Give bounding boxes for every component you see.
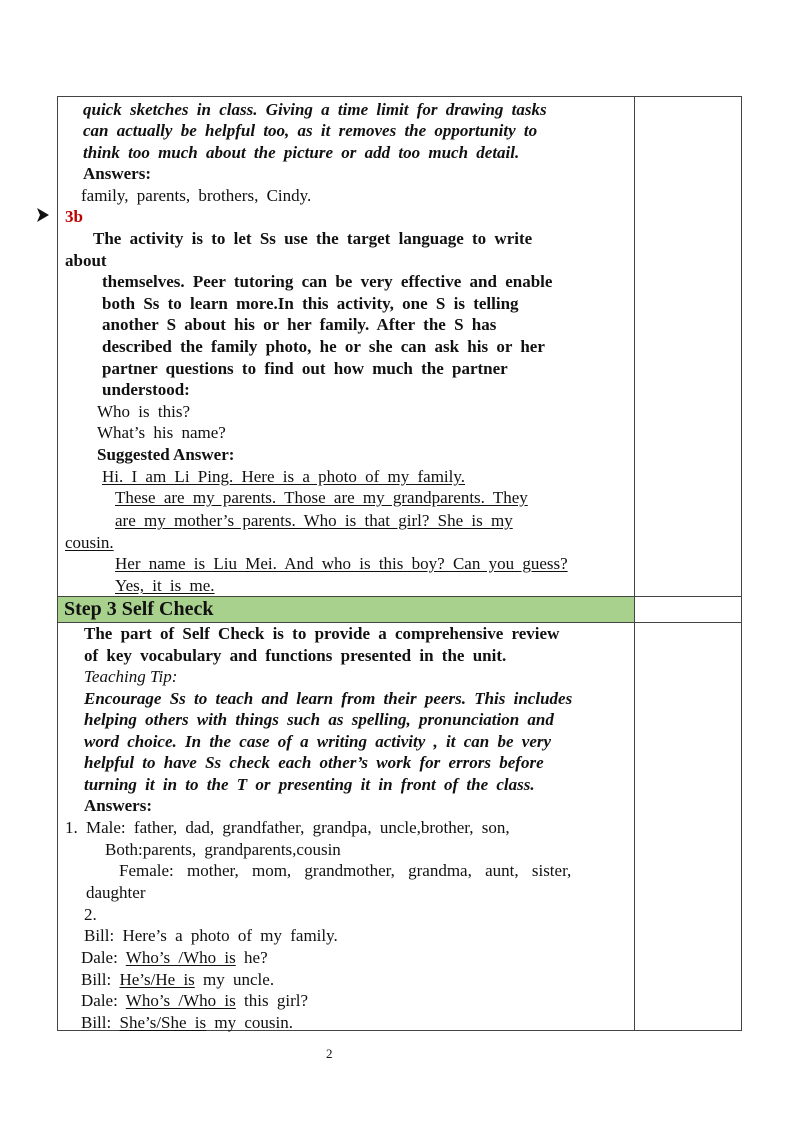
suggested-answer-line: Hi. I am Li Ping. Here is a photo of my family.	[102, 467, 466, 486]
intro-line: of key vocabulary and functions presented in the unit.	[84, 646, 507, 665]
tip-line: can actually be helpful too, as it removes the opportunity to	[83, 121, 538, 140]
dialogue-text: Here’s a photo of my family.	[122, 926, 338, 945]
page-number: 2	[326, 1046, 333, 1061]
answer-item-female: Female: mother, mom, grandmother, grandma, aunt, sister,	[119, 861, 572, 880]
suggested-answer-line: are my mother’s parents. Who is that girl? She is my	[115, 511, 513, 530]
description-line: themselves. Peer tutoring can be very effective and enable	[102, 272, 553, 291]
tip-line: helpful to have Ss check each other’s work for errors before	[84, 753, 544, 772]
dialogue-text: my cousin.	[214, 1013, 293, 1032]
dialogue-text: my uncle.	[203, 970, 275, 989]
tip-line: helping others with things such as spelling, pronunciation and	[84, 710, 554, 729]
answers-label: Answers:	[83, 164, 151, 183]
speaker: Bill:	[81, 970, 112, 989]
question-line: What’s his name?	[97, 423, 226, 442]
filled-answer: Who’s /Who is	[125, 948, 236, 967]
answer-item-both: Both:parents, grandparents,cousin	[105, 840, 341, 859]
teaching-tip-label: Teaching Tip:	[84, 667, 178, 686]
speaker: Bill:	[84, 926, 115, 945]
dialogue-line	[84, 925, 338, 946]
speaker: Bill:	[81, 1013, 112, 1032]
speaker: Dale:	[81, 948, 118, 967]
description-line: understood:	[102, 380, 190, 399]
suggested-answer-line: cousin.	[65, 533, 114, 552]
step-header: Step 3 Self Check	[58, 597, 634, 622]
answer-item-male: 1. Male: father, dad, grandfather, grandpa, uncle,brother, son,	[65, 818, 510, 837]
dialogue-line	[81, 1012, 293, 1033]
filled-answer: He’s/He is	[119, 970, 195, 989]
filled-answer: She’s/She is	[119, 1013, 207, 1032]
dialogue-text: he?	[244, 948, 268, 967]
question-line: Who is this?	[97, 402, 190, 421]
intro-line: The part of Self Check is to provide a comprehensive review	[84, 624, 560, 643]
description-line: described the family photo, he or she can ask his or her	[102, 337, 545, 356]
description-line: about	[65, 251, 107, 270]
section-label-3b: 3b	[65, 207, 83, 226]
speaker: Dale:	[81, 991, 118, 1010]
answers-text: family, parents, brothers, Cindy.	[81, 186, 312, 205]
description-line: both Ss to learn more.In this activity, one S is telling	[102, 294, 519, 313]
suggested-answer-line: Her name is Liu Mei. And who is this boy? Can you guess?	[115, 554, 568, 573]
description-line: The activity is to let Ss use the target language to write	[93, 229, 533, 248]
suggested-answer-label: Suggested Answer:	[97, 445, 235, 464]
filled-answer: Who’s /Who is	[125, 991, 236, 1010]
tip-line: quick sketches in class. Giving a time limit for drawing tasks	[83, 100, 547, 119]
dialogue-line	[81, 990, 308, 1011]
dialogue-line	[81, 947, 268, 968]
description-line: another S about his or her family. After the S has	[102, 315, 497, 334]
tip-line: think too much about the picture or add too much detail.	[83, 143, 520, 162]
suggested-answer-line: Yes, it is me.	[115, 576, 215, 595]
dialogue-line	[81, 969, 274, 990]
column-divider	[634, 96, 635, 1031]
arrow-bullet-icon	[36, 207, 50, 223]
tip-line: Encourage Ss to teach and learn from their peers. This includes	[84, 689, 573, 708]
tip-line: word choice. In the case of a writing activity , it can be very	[84, 732, 552, 751]
answers-label: Answers:	[84, 796, 152, 815]
answer-item-female-cont: daughter	[86, 883, 146, 902]
answer-item-2: 2.	[84, 905, 97, 924]
suggested-answer-line: These are my parents. Those are my grandparents. They	[115, 488, 528, 507]
description-line: partner questions to find out how much the partner	[102, 359, 508, 378]
tip-line: turning it in to the T or presenting it in front of the class.	[84, 775, 535, 794]
dialogue-text: this girl?	[244, 991, 308, 1010]
